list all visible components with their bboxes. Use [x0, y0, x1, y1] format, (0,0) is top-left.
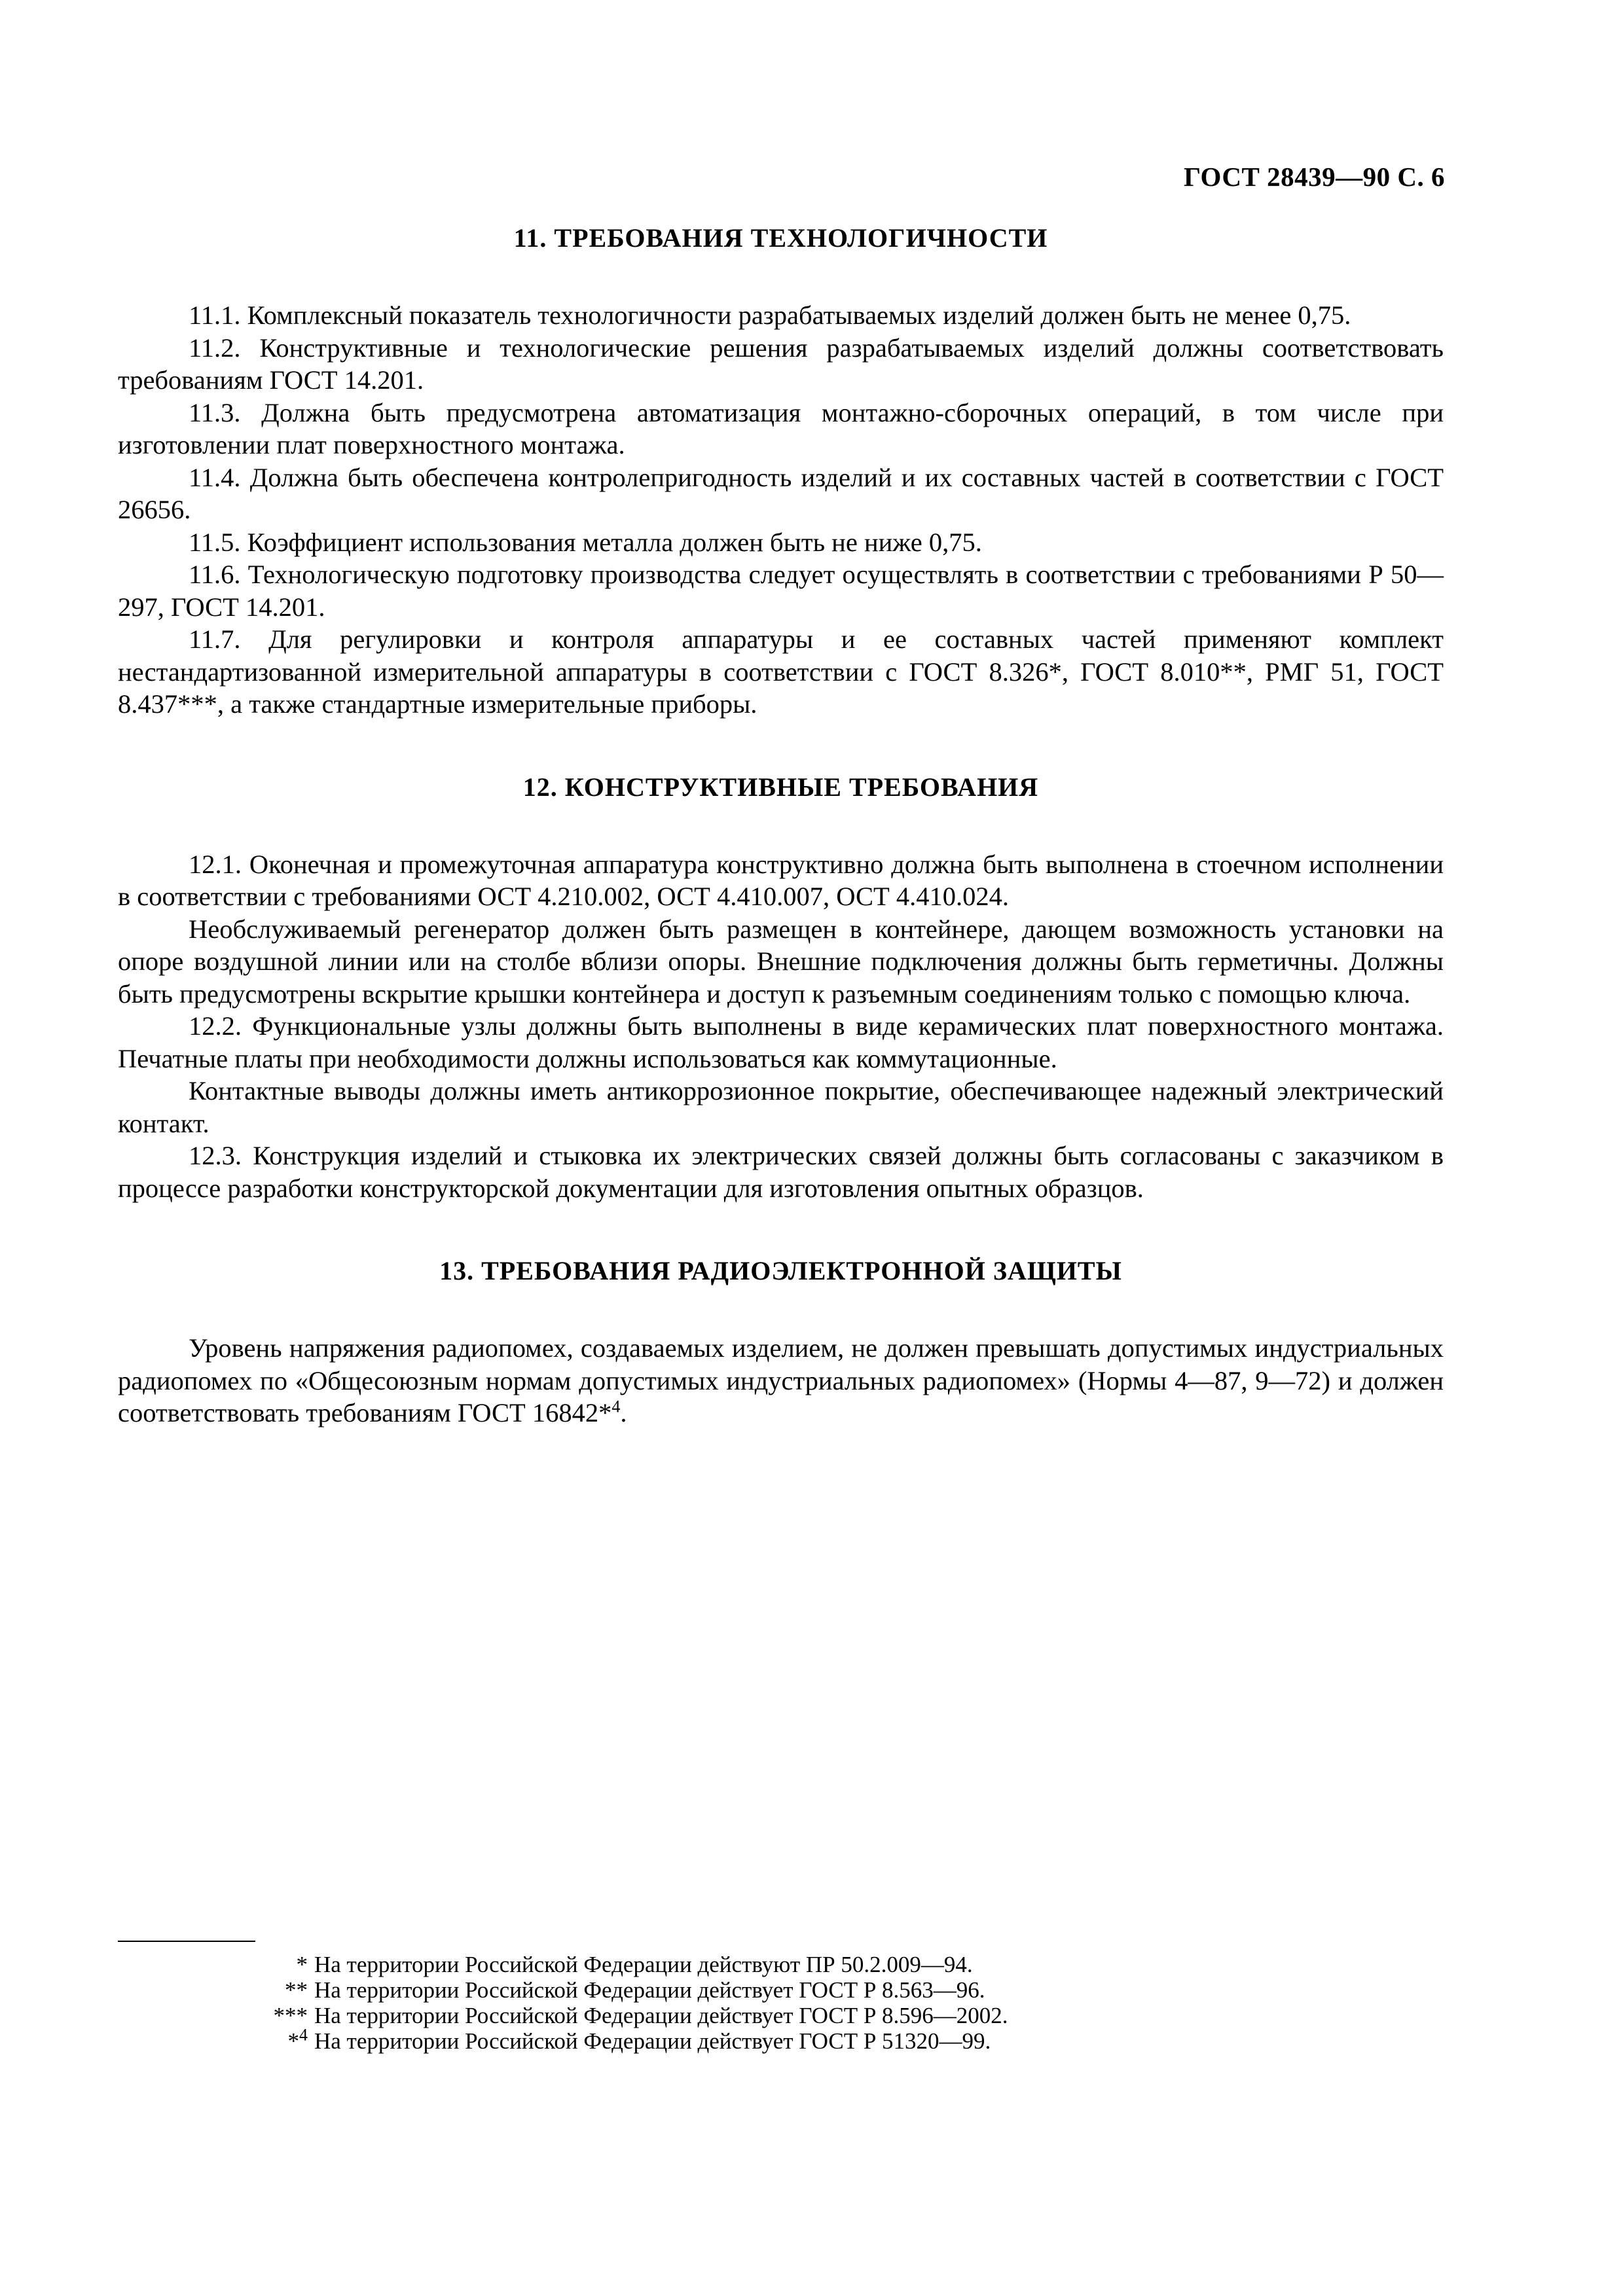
document-body	[118, 223, 1444, 1480]
paragraph: 11.4. Должна быть обеспечена контролепригодность изделий и их составных частей в соответствии с ГОСТ 26656.	[118, 462, 1444, 524]
paragraph	[118, 1332, 1444, 1429]
section-11	[118, 223, 1444, 721]
paragraph: 11.3. Должна быть предусмотрена автоматизация монтажно-сборочных операций, в том числе при изготовлении плат поверхностного монтажа.	[118, 397, 1444, 459]
footnote-text: На территории Российской Федерации действуют ПР 50.2.009—94.	[314, 1952, 973, 1977]
section-title: 13. ТРЕБОВАНИЯ РАДИОЭЛЕКТРОННОЙ ЗАЩИТЫ	[439, 1256, 1122, 1285]
footnote-text: На территории Российской Федерации действует ГОСТ Р 8.596—2002.	[314, 2003, 1008, 2028]
paragraph-text: Уровень напряжения радиопомех, создаваемых изделием, не должен превышать допустимых индустриальных радиопомех по «Общесоюзным нормам допустимых индустриальных радиопомех» (Нормы 4—87, 9—72) и должен соответствовать требованиям ГОСТ 16842*	[118, 1333, 1444, 1427]
superscript: 4	[611, 1397, 621, 1416]
footnote-mark: **	[285, 1977, 308, 2003]
footnote-mark: ***	[273, 2003, 308, 2028]
footnote	[118, 2003, 1444, 2028]
paragraph: 11.5. Коэффициент использования металла должен быть не ниже 0,75.	[189, 527, 982, 557]
footnotes	[118, 1952, 1444, 2054]
paragraph: 12.2. Функциональные узлы должны быть выполнены в виде керамических плат поверхностного монтажа. Печатные платы при необходимости должны использоваться как коммутационные.	[118, 1011, 1444, 1073]
footnote-text: На территории Российской Федерации действует ГОСТ Р 51320—99.	[314, 2028, 991, 2054]
section-title: 11. ТРЕБОВАНИЯ ТЕХНОЛОГИЧНОСТИ	[513, 223, 1048, 253]
paragraph: 11.1. Комплексный показатель технологичности разрабатываемых изделий должен быть не менее 0,75.	[189, 300, 1351, 330]
section-12	[118, 772, 1444, 1205]
section-title: 12. КОНСТРУКТИВНЫЕ ТРЕБОВАНИЯ	[522, 772, 1039, 802]
paragraph: 11.6. Технологическую подготовку производства следует осуществлять в соответствии с требованиями Р 50—297, ГОСТ 14.201.	[118, 560, 1444, 622]
paragraph: 12.1. Оконечная и промежуточная аппаратура конструктивно должна быть выполнена в стоечном исполнении в соответствии с требованиями ОСТ 4.210.002, ОСТ 4.410.007, ОСТ 4.410.024.	[118, 849, 1444, 911]
footnote	[118, 1977, 1444, 2003]
page-header: ГОСТ 28439—90 С. 6	[1183, 162, 1445, 192]
footnote	[118, 1952, 1444, 1977]
footnote-mark: *	[296, 1952, 308, 1977]
footnote-divider	[118, 1941, 255, 1942]
section-13	[118, 1255, 1444, 1429]
paragraph: Контактные выводы должны иметь антикоррозионное покрытие, обеспечивающее надежный электрический контакт.	[118, 1076, 1444, 1138]
paragraph: 11.2. Конструктивные и технологические решения разрабатываемых изделий должны соответствовать требованиям ГОСТ 14.201.	[118, 332, 1444, 395]
footnote-text: На территории Российской Федерации действует ГОСТ Р 8.563—96.	[314, 1977, 985, 2003]
paragraph-end: .	[620, 1398, 627, 1427]
footnote	[118, 2025, 1444, 2054]
paragraph: 12.3. Конструкция изделий и стыковка их электрических связей должны быть согласованы с заказчиком в процессе разработки конструкторской документации для изготовления опытных образцов.	[118, 1141, 1444, 1203]
paragraph: 11.7. Для регулировки и контроля аппаратуры и ее составных частей применяют комплект нестандартизованной измерительной аппаратуры в соответствии с ГОСТ 8.326*, ГОСТ 8.010**, РМГ 51, ГОСТ 8.437***, а также стандартные измерительные приборы.	[118, 624, 1444, 719]
paragraph: Необслуживаемый регенератор должен быть размещен в контейнере, дающем возможность установки на опоре воздушной линии или на столбе вблизи опоры. Внешние подключения должны быть герметичны. Должны быть предусмотрены вскрытие крышки контейнера и доступ к разъемным соединениям только с помощью ключа.	[118, 914, 1444, 1009]
footnote-mark: *$^4$	[287, 2025, 308, 2054]
